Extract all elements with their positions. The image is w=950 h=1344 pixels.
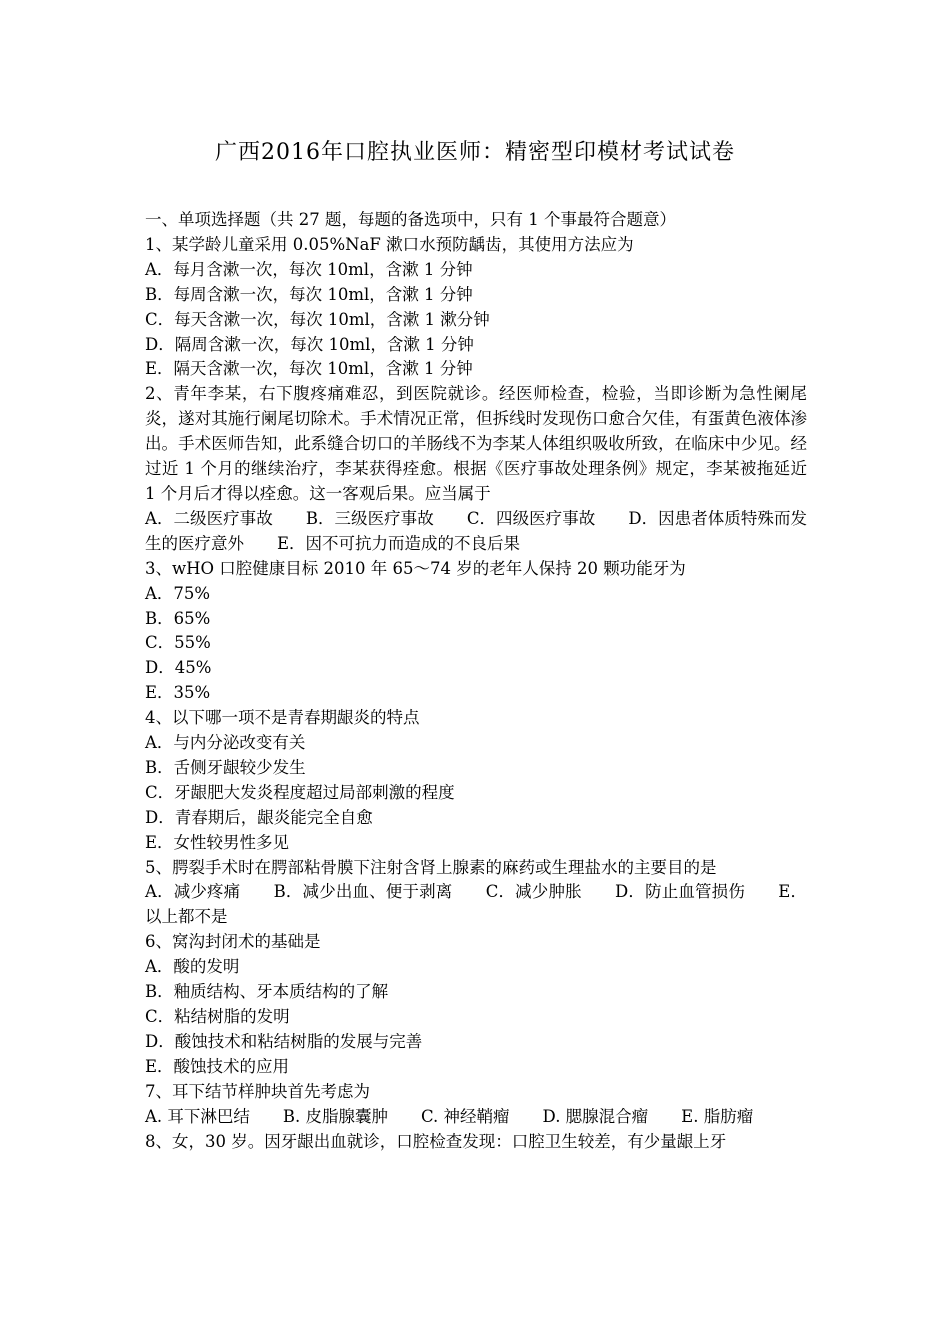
exam-content xyxy=(145,208,807,1154)
option-b: B．舌侧牙龈较少发生 xyxy=(145,757,306,777)
question-2 xyxy=(145,382,807,556)
question-8 xyxy=(145,1130,807,1155)
option-d: D．隔周含漱一次，每次 10ml，含漱 1 分钟 xyxy=(145,334,474,354)
inline-options: A．二级医疗事故 B．三级医疗事故 C．四级医疗事故 D．因患者体质特殊而发生的医疗意外 E．因不可抗力而造成的不良后果 xyxy=(145,508,807,553)
option-c: C．55% xyxy=(145,633,211,653)
page-title: 广西2016年口腔执业医师：精密型印模材考试试卷 xyxy=(215,140,735,165)
option-e: E．酸蚀技术的应用 xyxy=(145,1056,290,1076)
option-d: D．45% xyxy=(145,658,212,678)
question-stem: 3、wHO 口腔健康目标 2010 年 65～74 岁的老年人保持 20 颗功能牙为 xyxy=(145,558,686,578)
option-d: D．青春期后，龈炎能完全自愈 xyxy=(145,807,373,827)
option-d: D．酸蚀技术和粘结树脂的发展与完善 xyxy=(145,1031,423,1051)
option-c: C．每天含漱一次，每次 10ml，含漱 1 漱分钟 xyxy=(145,309,490,329)
question-stem: 2、青年李某，右下腹疼痛难忍，到医院就诊。经医师检查，检验，当即诊断为急性阑尾炎，遂对其施行阑尾切除术。手术情况正常，但拆线时发现伤口愈合欠佳，有蛋黄色液体渗出。手术医师告知，此系缝合切口的羊肠线不为李某人体组织吸收所致，在临床中少见。经过近 1 个月的继续治疗，李某获得痊愈。根据《医疗事故处理条例》规定，李某被拖延近 1 个月后才得以痊愈。这一客观后果。应当属于 xyxy=(145,384,807,503)
option-a: A．每月含漱一次，每次 10ml，含漱 1 分钟 xyxy=(145,259,473,279)
option-b: B．65% xyxy=(145,608,211,628)
question-stem: 1、某学龄儿童采用 0.05%NaF 漱口水预防龋齿，其使用方法应为 xyxy=(145,234,634,254)
option-e: E．女性较男性多见 xyxy=(145,832,290,852)
option-a: A．与内分泌改变有关 xyxy=(145,733,306,753)
question-stem: 7、耳下结节样肿块首先考虑为 xyxy=(145,1081,370,1101)
option-a: A．75% xyxy=(145,583,211,603)
question-stem: 6、窝沟封闭术的基础是 xyxy=(145,932,321,952)
option-c: C．粘结树脂的发明 xyxy=(145,1007,290,1026)
question-1 xyxy=(145,233,807,382)
question-4 xyxy=(145,706,807,855)
option-b: B．每周含漱一次，每次 10ml，含漱 1 分钟 xyxy=(145,284,473,304)
question-3 xyxy=(145,557,807,706)
option-c: C．牙龈肥大发炎程度超过局部刺激的程度 xyxy=(145,782,455,802)
question-7 xyxy=(145,1080,807,1130)
inline-options: A. 耳下淋巴结 B. 皮脂腺囊肿 C. 神经鞘瘤 D. 腮腺混合瘤 E. 脂肪瘤 xyxy=(145,1106,754,1126)
question-stem: 5、腭裂手术时在腭部粘骨膜下注射含肾上腺素的麻药或生理盐水的主要目的是 xyxy=(145,857,717,877)
section-heading: 一、单项选择题（共 27 题，每题的备选项中，只有 1 个事最符合题意） xyxy=(145,210,676,229)
option-b: B．釉质结构、牙本质结构的了解 xyxy=(145,982,389,1002)
question-6 xyxy=(145,930,807,1079)
question-stem: 8、女，30 岁。因牙龈出血就诊，口腔检查发现：口腔卫生较差，有少量龈上牙 xyxy=(145,1131,727,1151)
question-5 xyxy=(145,856,807,931)
option-e: E．隔天含漱一次，每次 10ml，含漱 1 分钟 xyxy=(145,359,473,379)
question-stem: 4、以下哪一项不是青春期龈炎的特点 xyxy=(145,708,420,728)
option-e: E．35% xyxy=(145,683,211,703)
inline-options: A．减少疼痛 B．减少出血、便于剥离 C．减少肿胀 D．防止血管损伤 E．以上都不是 xyxy=(145,882,807,927)
option-a: A．酸的发明 xyxy=(145,957,240,977)
